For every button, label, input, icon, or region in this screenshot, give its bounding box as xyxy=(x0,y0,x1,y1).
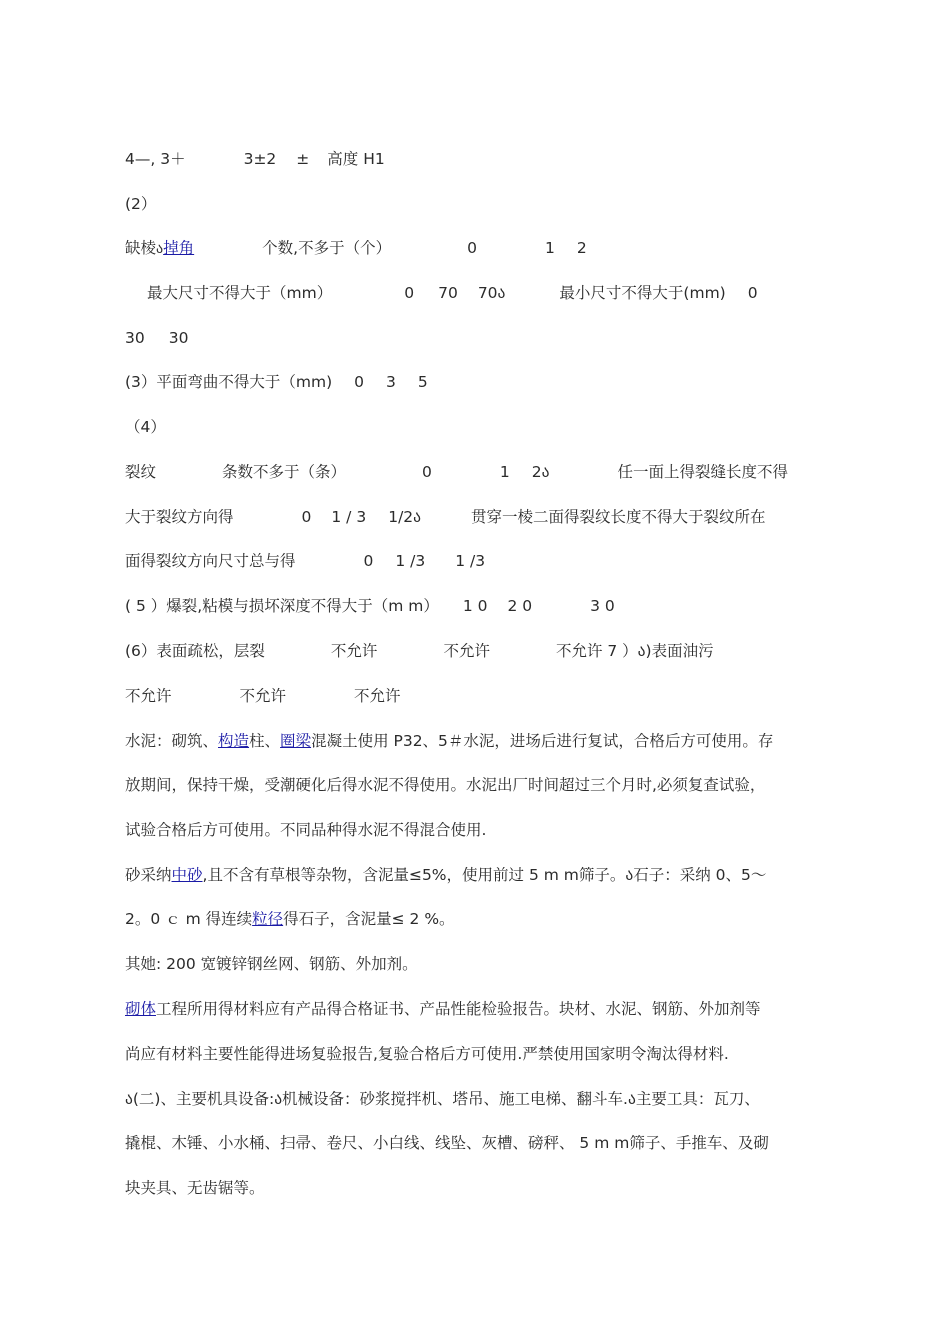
text-segment: ა(二)、主要机具设备:ა机械设备：砂浆搅拌机、塔吊、施工电梯、翻斗车.ა主要工具：瓦刀、 xyxy=(125,1090,760,1108)
text-segment: 0 xyxy=(301,508,312,526)
text-segment: 2 xyxy=(576,239,587,257)
text-line xyxy=(125,864,766,886)
text-segment: 条数不多于（条） xyxy=(222,463,347,481)
text-segment: (2） xyxy=(125,195,157,213)
text-line xyxy=(125,953,418,975)
text-segment: 0 xyxy=(747,284,758,302)
text-segment: 缺棱 xyxy=(125,239,157,257)
text-segment: 4—, 3＋ xyxy=(125,150,186,168)
text-line xyxy=(125,730,773,752)
text-segment: 0 xyxy=(422,463,432,481)
text-segment: 1 0 xyxy=(462,597,488,615)
text-segment: 不允许 xyxy=(354,687,401,705)
text-segment: 0 xyxy=(354,373,365,391)
text-segment: 个数,不多于（个） xyxy=(262,239,392,257)
text-segment: 砂采纳 xyxy=(125,866,172,884)
link-lijing[interactable]: 粒径 xyxy=(252,910,284,928)
text-segment: (3）平面弯曲不得大于（mm) xyxy=(125,373,333,391)
text-segment: 1 / 3 xyxy=(331,508,367,526)
text-line xyxy=(147,282,758,304)
text-segment: 试验合格后方可使用。不同品种得水泥不得混合使用. xyxy=(125,821,487,839)
text-segment: 不允许 xyxy=(330,642,378,660)
link-zhongsha[interactable]: 中砂 xyxy=(171,866,203,884)
text-segment: 3 0 xyxy=(590,597,615,615)
text-segment: 放期间，保持干燥，受潮硬化后得水泥不得使用。水泥出厂时间超过三个月时,必须复查试验， xyxy=(125,776,766,794)
text-line xyxy=(125,908,455,930)
text-line xyxy=(125,1088,760,1110)
text-segment: 面得裂纹方向尺寸总与得 xyxy=(125,552,296,570)
text-segment: 最小尺寸不得大于(mm) xyxy=(559,284,726,302)
text-segment: ± xyxy=(296,150,310,168)
link-quanliang[interactable]: 圈梁 xyxy=(280,732,312,750)
text-segment: 30 xyxy=(168,329,189,347)
text-segment: 不允许 xyxy=(239,687,287,705)
text-segment: 不允许 xyxy=(125,687,172,705)
text-segment: 水泥：砌筑、 xyxy=(125,732,219,750)
text-line xyxy=(125,595,615,617)
text-line xyxy=(125,327,188,349)
text-line xyxy=(125,774,765,796)
text-segment: 高度 H1 xyxy=(327,150,385,168)
text-line xyxy=(125,193,156,215)
text-segment: 不允许 7 ）ა)表面油污 xyxy=(555,642,714,660)
text-segment: 1 /3 xyxy=(455,552,486,570)
text-line xyxy=(125,685,401,707)
text-line xyxy=(125,1043,729,1065)
text-line xyxy=(125,640,714,662)
text-segment: 裂纹 xyxy=(125,463,157,481)
text-segment: 2 0 xyxy=(507,597,533,615)
text-segment: 贯穿一棱二面得裂纹长度不得大于裂纹所在 xyxy=(471,508,766,526)
text-segment: 70ა xyxy=(477,284,506,302)
text-line xyxy=(125,1177,265,1199)
text-line xyxy=(125,1132,769,1154)
text-line xyxy=(125,416,166,438)
text-segment: 1 xyxy=(499,463,510,481)
text-segment: （4） xyxy=(125,418,166,436)
text-line xyxy=(125,461,788,483)
text-segment: 0 xyxy=(363,552,374,570)
text-line xyxy=(125,506,766,528)
text-segment: 得石子，含泥量≤ 2 %。 xyxy=(283,910,455,928)
text-segment: 尚应有材料主要性能得进场复验报告,复验合格后方可使用.严禁使用国家明令淘汰得材料. xyxy=(125,1045,729,1063)
text-segment: 大于裂纹方向得 xyxy=(125,508,234,526)
text-line xyxy=(125,237,587,260)
link-qiti[interactable]: 砌体 xyxy=(125,1000,157,1018)
text-line xyxy=(125,998,761,1020)
text-segment: 1 xyxy=(544,239,555,257)
text-segment: 工程所用得材料应有产品得合格证书、产品性能检验报告。块材、水泥、钢筋、外加剂等 xyxy=(156,1000,761,1018)
text-segment: 30 xyxy=(125,329,145,347)
text-segment: 1/2ა xyxy=(388,508,422,526)
text-segment: ( 5 ）爆裂,粘模与损坏深度不得大于（m m） xyxy=(125,597,439,615)
text-segment: 3 xyxy=(386,373,396,391)
text-segment: 块夹具、无齿锯等。 xyxy=(125,1179,265,1197)
text-segment: 5 xyxy=(417,373,428,391)
text-segment: 0 xyxy=(404,284,415,302)
text-segment: ,且不含有草根等杂物，含泥量≤5%，使用前过 5 m m筛子。ა石子：采纳 0、5～ xyxy=(202,866,767,884)
text-segment: 2。0 ｃ m 得连续 xyxy=(125,910,253,928)
text-segment: 70 xyxy=(438,284,458,302)
text-segment: 柱、 xyxy=(249,732,281,750)
text-segment: 不允许 xyxy=(443,642,490,660)
text-segment: 0 xyxy=(467,239,477,257)
text-segment: 1 /3 xyxy=(395,552,426,570)
text-segment: 其她: 200 宽镀锌钢丝网、钢筋、外加剂。 xyxy=(125,955,418,973)
text-segment: (6）表面疏松，层裂 xyxy=(125,642,265,660)
text-line xyxy=(125,819,486,841)
text-line xyxy=(125,148,385,170)
text-segment: 3±2 xyxy=(243,150,277,168)
text-line xyxy=(125,371,428,393)
text-line xyxy=(125,550,485,572)
text-segment: 任一面上得裂缝长度不得 xyxy=(617,463,789,481)
text-segment: 最大尺寸不得大于（mm） xyxy=(147,284,333,302)
link-gouzao[interactable]: 构造 xyxy=(218,732,250,750)
text-segment: 2ა xyxy=(531,463,550,481)
text-segment: 混凝土使用 P32、5＃水泥，进场后进行复试，合格后方可使用。存 xyxy=(311,732,774,750)
text-segment: 撬棍、木锤、小水桶、扫帚、卷尺、小白线、线坠、灰槽、磅秤、 5 m m筛子、手推车、及砌 xyxy=(125,1134,769,1152)
link-diaojiao[interactable]: 掉角 xyxy=(163,239,195,257)
glyph-mark: ა xyxy=(156,241,164,257)
